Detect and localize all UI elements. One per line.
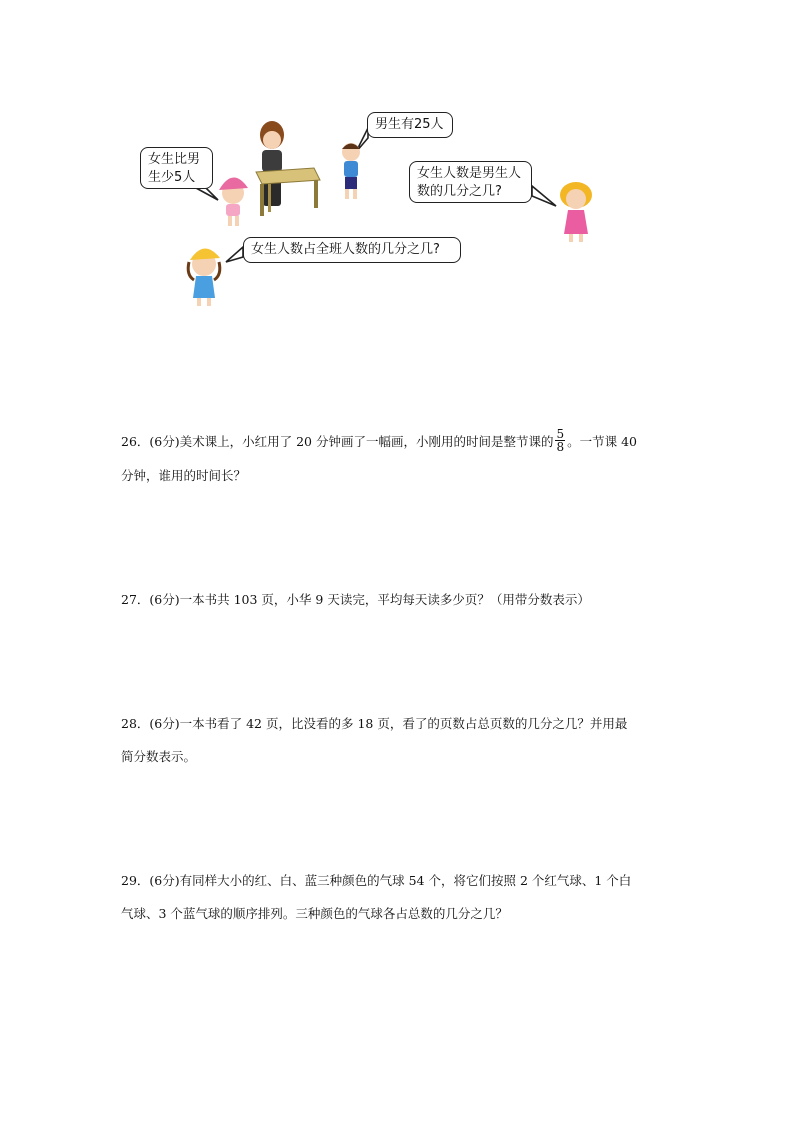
question-text: 一本书看了 42 页，比没看的多 18 页，看了的页数占总页数的几分之几？并用最 [179,716,628,731]
speech-bubble-girl-right: 女生人数是男生人 数的几分之几? [409,161,532,203]
question-number: 28．(6分) [121,716,180,731]
question-29-line-2: 气球、3 个蓝气球的顺序排列。三种颜色的气球各占总数的几分之几？ [121,906,508,921]
bubble-tail-girl-right [532,186,556,206]
question-number: 29．(6分) [121,873,180,888]
classroom-scene-drawing [0,0,794,330]
question-text: 美术课上，小红用了 20 分钟画了一幅画，小刚用的时间是整节课的 [179,434,554,449]
bubble-tail-girl-bottom [226,247,243,262]
girl-blonde-figure [560,182,592,242]
question-26-line-2: 分钟，谁用的时间长？ [121,468,247,483]
speech-bubble-girl-left: 女生比男 生少5人 [140,147,213,189]
speech-bubble-boy: 男生有25人 [367,112,453,138]
fraction-denominator: 8 [556,440,565,454]
speech-bubble-girl-bottom: 女生人数占全班人数的几分之几? [243,237,461,263]
fraction-numerator: 5 [556,427,565,441]
bubble-tail-girl-left [196,188,218,200]
girl-pink-hat-figure [219,177,248,226]
boy-figure [342,143,360,199]
illustration [0,0,794,330]
fraction-five-eighths [555,428,565,453]
question-text: 有同样大小的红、白、蓝三种颜色的气球 54 个，将它们按照 2 个红气球、1 个白 [179,873,632,888]
question-number: 27．(6分) [121,592,180,607]
question-text: 。一节课 40 [567,434,638,449]
question-27-line-1 [121,592,590,608]
question-number: 26．(6分) [121,434,180,449]
question-26-line-1 [121,427,638,455]
girl-yellow-hat-figure [188,248,220,306]
question-28-line-1 [121,716,627,732]
question-29-line-1 [121,873,631,889]
question-text: 一本书共 103 页，小华 9 天读完，平均每天读多少页？（用带分数表示） [179,592,590,607]
question-28-line-2: 简分数表示。 [121,749,197,764]
